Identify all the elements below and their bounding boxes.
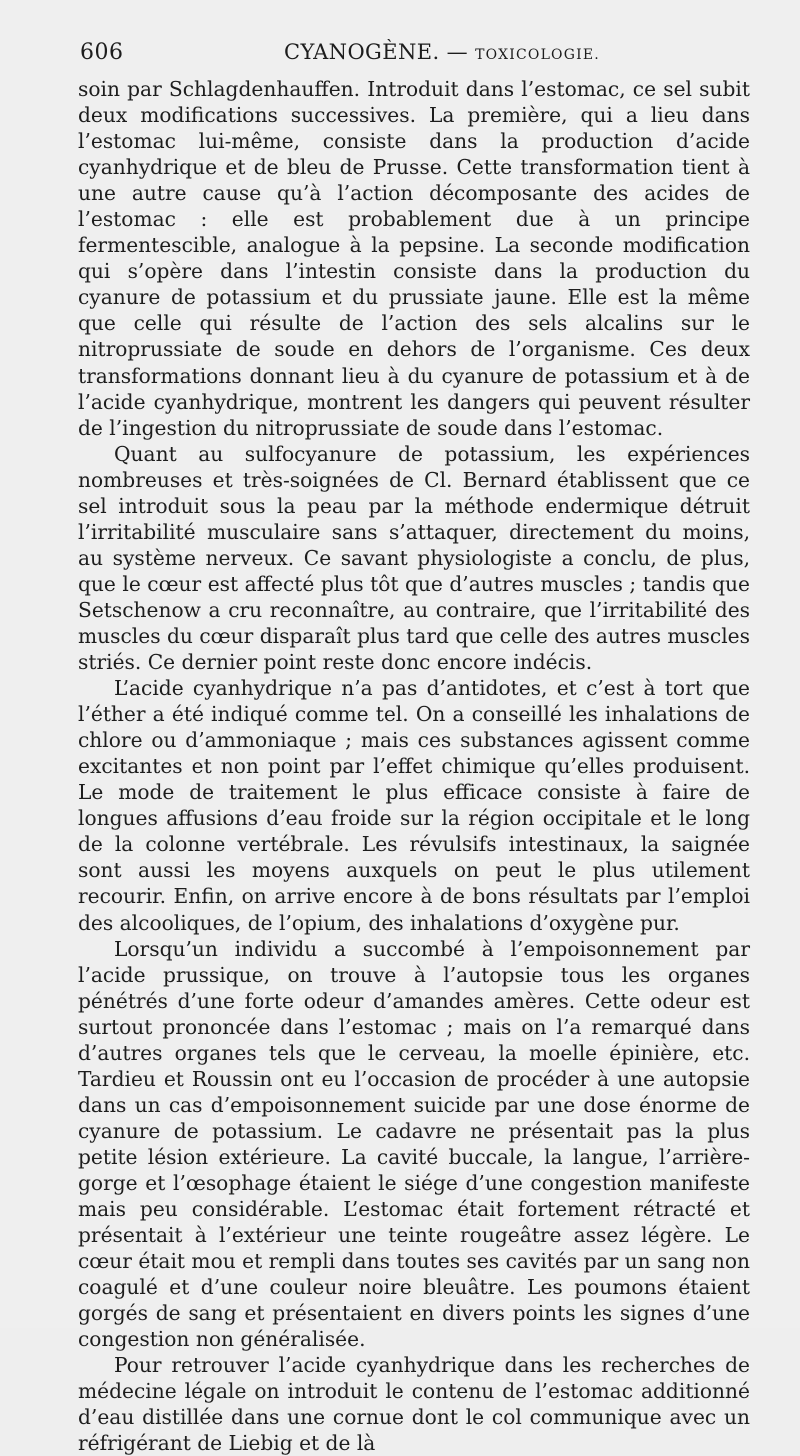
body-text: [78, 76, 750, 1456]
paragraph-medecine-legale: Pour retrouver l’acide cyanhydrique dans les recherches de médecine légale on introduit le contenu de l’estomac additionné d’eau distillée dans une cornue dont le col communique avec un réfrigérant de Liebig et de là: [78, 1353, 750, 1456]
running-head: [80, 40, 760, 74]
section-subtitle: TOXICOLOGIE.: [475, 47, 600, 63]
paragraph-autopsie: Lorsqu’un individu a succombé à l’empoisonnement par l’acide prussique, on trouve à l’autopsie tous les organes pénétrés d’une forte odeur d’amandes amères. Cette odeur est surtout prononcée dans l’estomac ; mais on l’a remarqué dans d’autres organes tels que le cerveau, la moelle épinière, etc. Tardieu et Roussin ont eu l’occasion de procéder à une autopsie dans un cas d’empoisonnement suicide par une dose énorme de cyanure de potassium. Le cadavre ne présentait pas la plus petite lésion extérieure. La cavité buccale, la langue, l’arrière-gorge et l’œsophage étaient le siége d’une congestion manifeste mais peu considérable. L’estomac était fortement rétracté et présentait à l’extérieur une teinte rougeâtre assez légère. Le cœur était mou et rempli dans toutes ses cavités par un sang non coagulé et d’une couleur noire bleuâtre. Les poumons étaient gorgés de sang et présentaient en divers points les signes d’une congestion non généralisée.: [78, 936, 750, 1352]
page-number: 606: [80, 40, 124, 65]
paragraph-continuation: soin par Schlagdenhauffen. Introduit dans l’estomac, ce sel subit deux modifications successives. La première, qui a lieu dans l’estomac lui-même, consiste dans la production d’acide cyanhydrique et de bleu de Prusse. Cette transformation tient à une autre cause qu’à l’action décomposante des acides de l’estomac : elle est probablement due à un principe fermentescible, analogue à la pepsine. La seconde modification qui s’opère dans l’intestin consiste dans la production du cyanure de potassium et du prussiate jaune. Elle est la même que celle qui résulte de l’action des sels alcalins sur le nitroprussiate de soude en dehors de l’organisme. Ces deux transformations donnant lieu à du cyanure de potassium et à de l’acide cyanhydrique, montrent les dangers qui peuvent résulter de l’ingestion du nitroprussiate de soude dans l’estomac.: [78, 77, 750, 440]
paragraph-antidotes: L’acide cyanhydrique n’a pas d’antidotes, et c’est à tort que l’éther a été indiqué comme tel. On a conseillé les inhalations de chlore ou d’ammoniaque ; mais ces substances agissent comme excitantes et non point par l’effet chimique qu’elles produisent. Le mode de traitement le plus efficace consiste à faire de longues affusions d’eau froide sur la région occipitale et le long de la colonne vertébrale. Les révulsifs intestinaux, la saignée sont aussi les moyens auxquels on peut le plus utilement recourir. Enfin, on arrive encore à de bons résultats par l’emploi des alcooliques, de l’opium, des inhalations d’oxygène pur.: [78, 676, 750, 935]
title-separator: —: [446, 40, 469, 64]
running-title: [284, 40, 600, 64]
paragraph-sulfocyanure: Quant au sulfocyanure de potassium, les expériences nombreuses et très-soignées de Cl. Bernard établissent que ce sel introduit sous la peau par la méthode endermique détruit l’irritabilité musculaire sans s’attaquer, directement du moins, au système nerveux. Ce savant physiologiste a conclu, de plus, que le cœur est affecté plus tôt que d’autres muscles ; tandis que Setschenow a cru reconnaître, au contraire, que l’irritabilité des muscles du cœur disparaît plus tard que celle des autres muscles striés. Ce dernier point reste donc encore indécis.: [78, 441, 750, 675]
chapter-title: CYANOGÈNE.: [284, 40, 440, 64]
